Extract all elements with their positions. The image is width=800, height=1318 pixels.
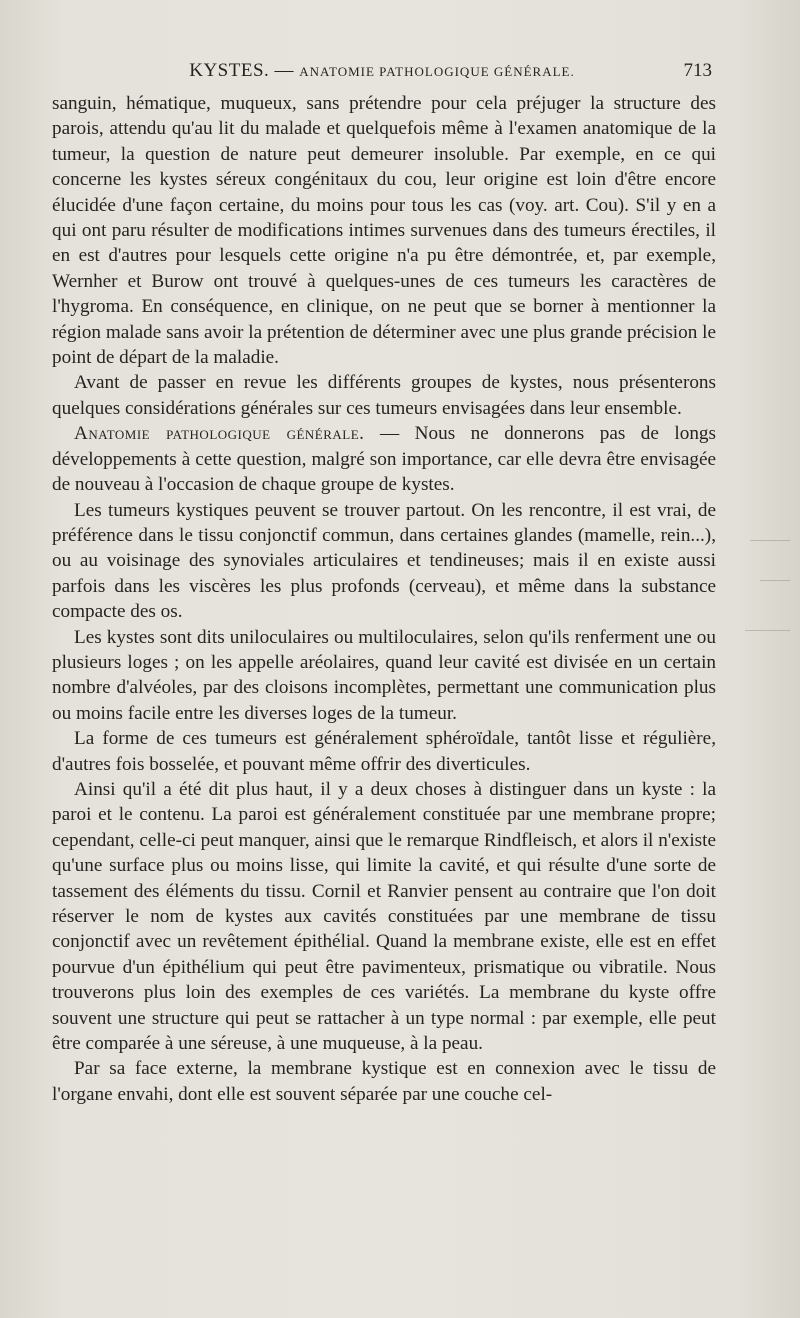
header-title-main: KYSTES.: [189, 60, 270, 81]
bleed-through-marks: [740, 520, 800, 720]
page-number: 713: [683, 60, 712, 81]
header-section: ANATOMIE PATHOLOGIQUE GÉNÉRALE.: [299, 64, 575, 79]
paragraph-8: Par sa face externe, la membrane kystique est en connexion avec le tissu de l'organe envahi, dont elle est souvent séparée par une couche cel-: [52, 1058, 716, 1105]
running-header: [52, 60, 712, 88]
paragraph-5: Les kystes sont dits uniloculaires ou multiloculaires, selon qu'ils renferment une ou plusieurs loges ; on les appelle aréolaires, quand leur cavité est divisée en un certain nombre d'alvéoles, par des cloisons incomplètes, permettant une communication plus ou moins facile entre les diverses loges de la tumeur.: [52, 626, 716, 724]
paragraph-6: La forme de ces tumeurs est généralement sphéroïdale, tantôt lisse et régulière, d'autres fois bosselée, et pouvant même offrir des diverticules.: [52, 728, 716, 775]
paragraph-4: Les tumeurs kystiques peuvent se trouver partout. On les rencontre, il est vrai, de préférence dans le tissu conjonctif commun, dans certaines glandes (mamelle, rein...), ou au voisinage des synoviales articulaires et tendineuses; mais il en existe aussi parfois dans les viscères les plus profonds (cerveau), et même dans la substance compacte des os.: [52, 499, 716, 623]
section-heading: Anatomie pathologique générale.: [74, 423, 365, 445]
paragraph-2: Avant de passer en revue les différents groupes de kystes, nous présenterons quelques considérations générales sur ces tumeurs envisagées dans leur ensemble.: [52, 372, 716, 419]
paragraph-3-text: — Nous ne donnerons pas de longs développements à cette question, malgré son importance, car elle devra être envisagée de nouveau à l'occasion de chaque groupe de kystes.: [52, 423, 716, 496]
paragraph-3: [52, 421, 716, 497]
header-dash: —: [269, 60, 300, 81]
body-text: [52, 91, 716, 1107]
header-title: [52, 60, 712, 82]
paragraph-7: Ainsi qu'il a été dit plus haut, il y a deux choses à distinguer dans un kyste : la paroi et le contenu. La paroi est généralement constituée par une membrane propre; cependant, celle-ci peut manquer, ainsi que le remarque Rindfleisch, et alors il n'existe qu'une surface plus ou moins lisse, qui limite la cavité, et qui résulte d'une sorte de tassement des éléments du tissu. Cornil et Ranvier pensent au contraire que l'on doit réserver le nom de kystes aux cavités constituées par une membrane de tissu conjonctif avec un revêtement épithélial. Quand la membrane existe, elle est en effet pourvue d'un épithélium qui peut être pavimenteux, prismatique ou vibratile. Nous trouverons plus loin des exemples de ces variétés. La membrane du kyste offre souvent une structure qui peut se rattacher à un type normal : par exemple, elle peut être comparée à une séreuse, à une muqueuse, à la peau.: [52, 778, 716, 1055]
paragraph-1: sanguin, hématique, muqueux, sans prétendre pour cela préjuger la structure des parois, attendu qu'au lit du malade et quelquefois même à l'examen anatomique de la tumeur, la question de nature peut demeurer insoluble. Par exemple, en ce qui concerne les kystes séreux congénitaux du cou, leur origine est loin d'être encore élucidée d'une façon certaine, du moins pour tous les cas (voy. art. Cou). S'il y en a qui ont paru résulter de modifications intimes survenues dans des tumeurs érectiles, il en est d'autres pour lesquels cette origine n'a pu être démontrée, et, par exemple, Wernher et Burow ont trouvé à quelques-unes de ces tumeurs les caractères de l'hygroma. En conséquence, en clinique, on ne peut que se borner à mentionner la région malade sans avoir la prétention de déterminer avec une plus grande précision le point de départ de la maladie.: [52, 93, 716, 369]
